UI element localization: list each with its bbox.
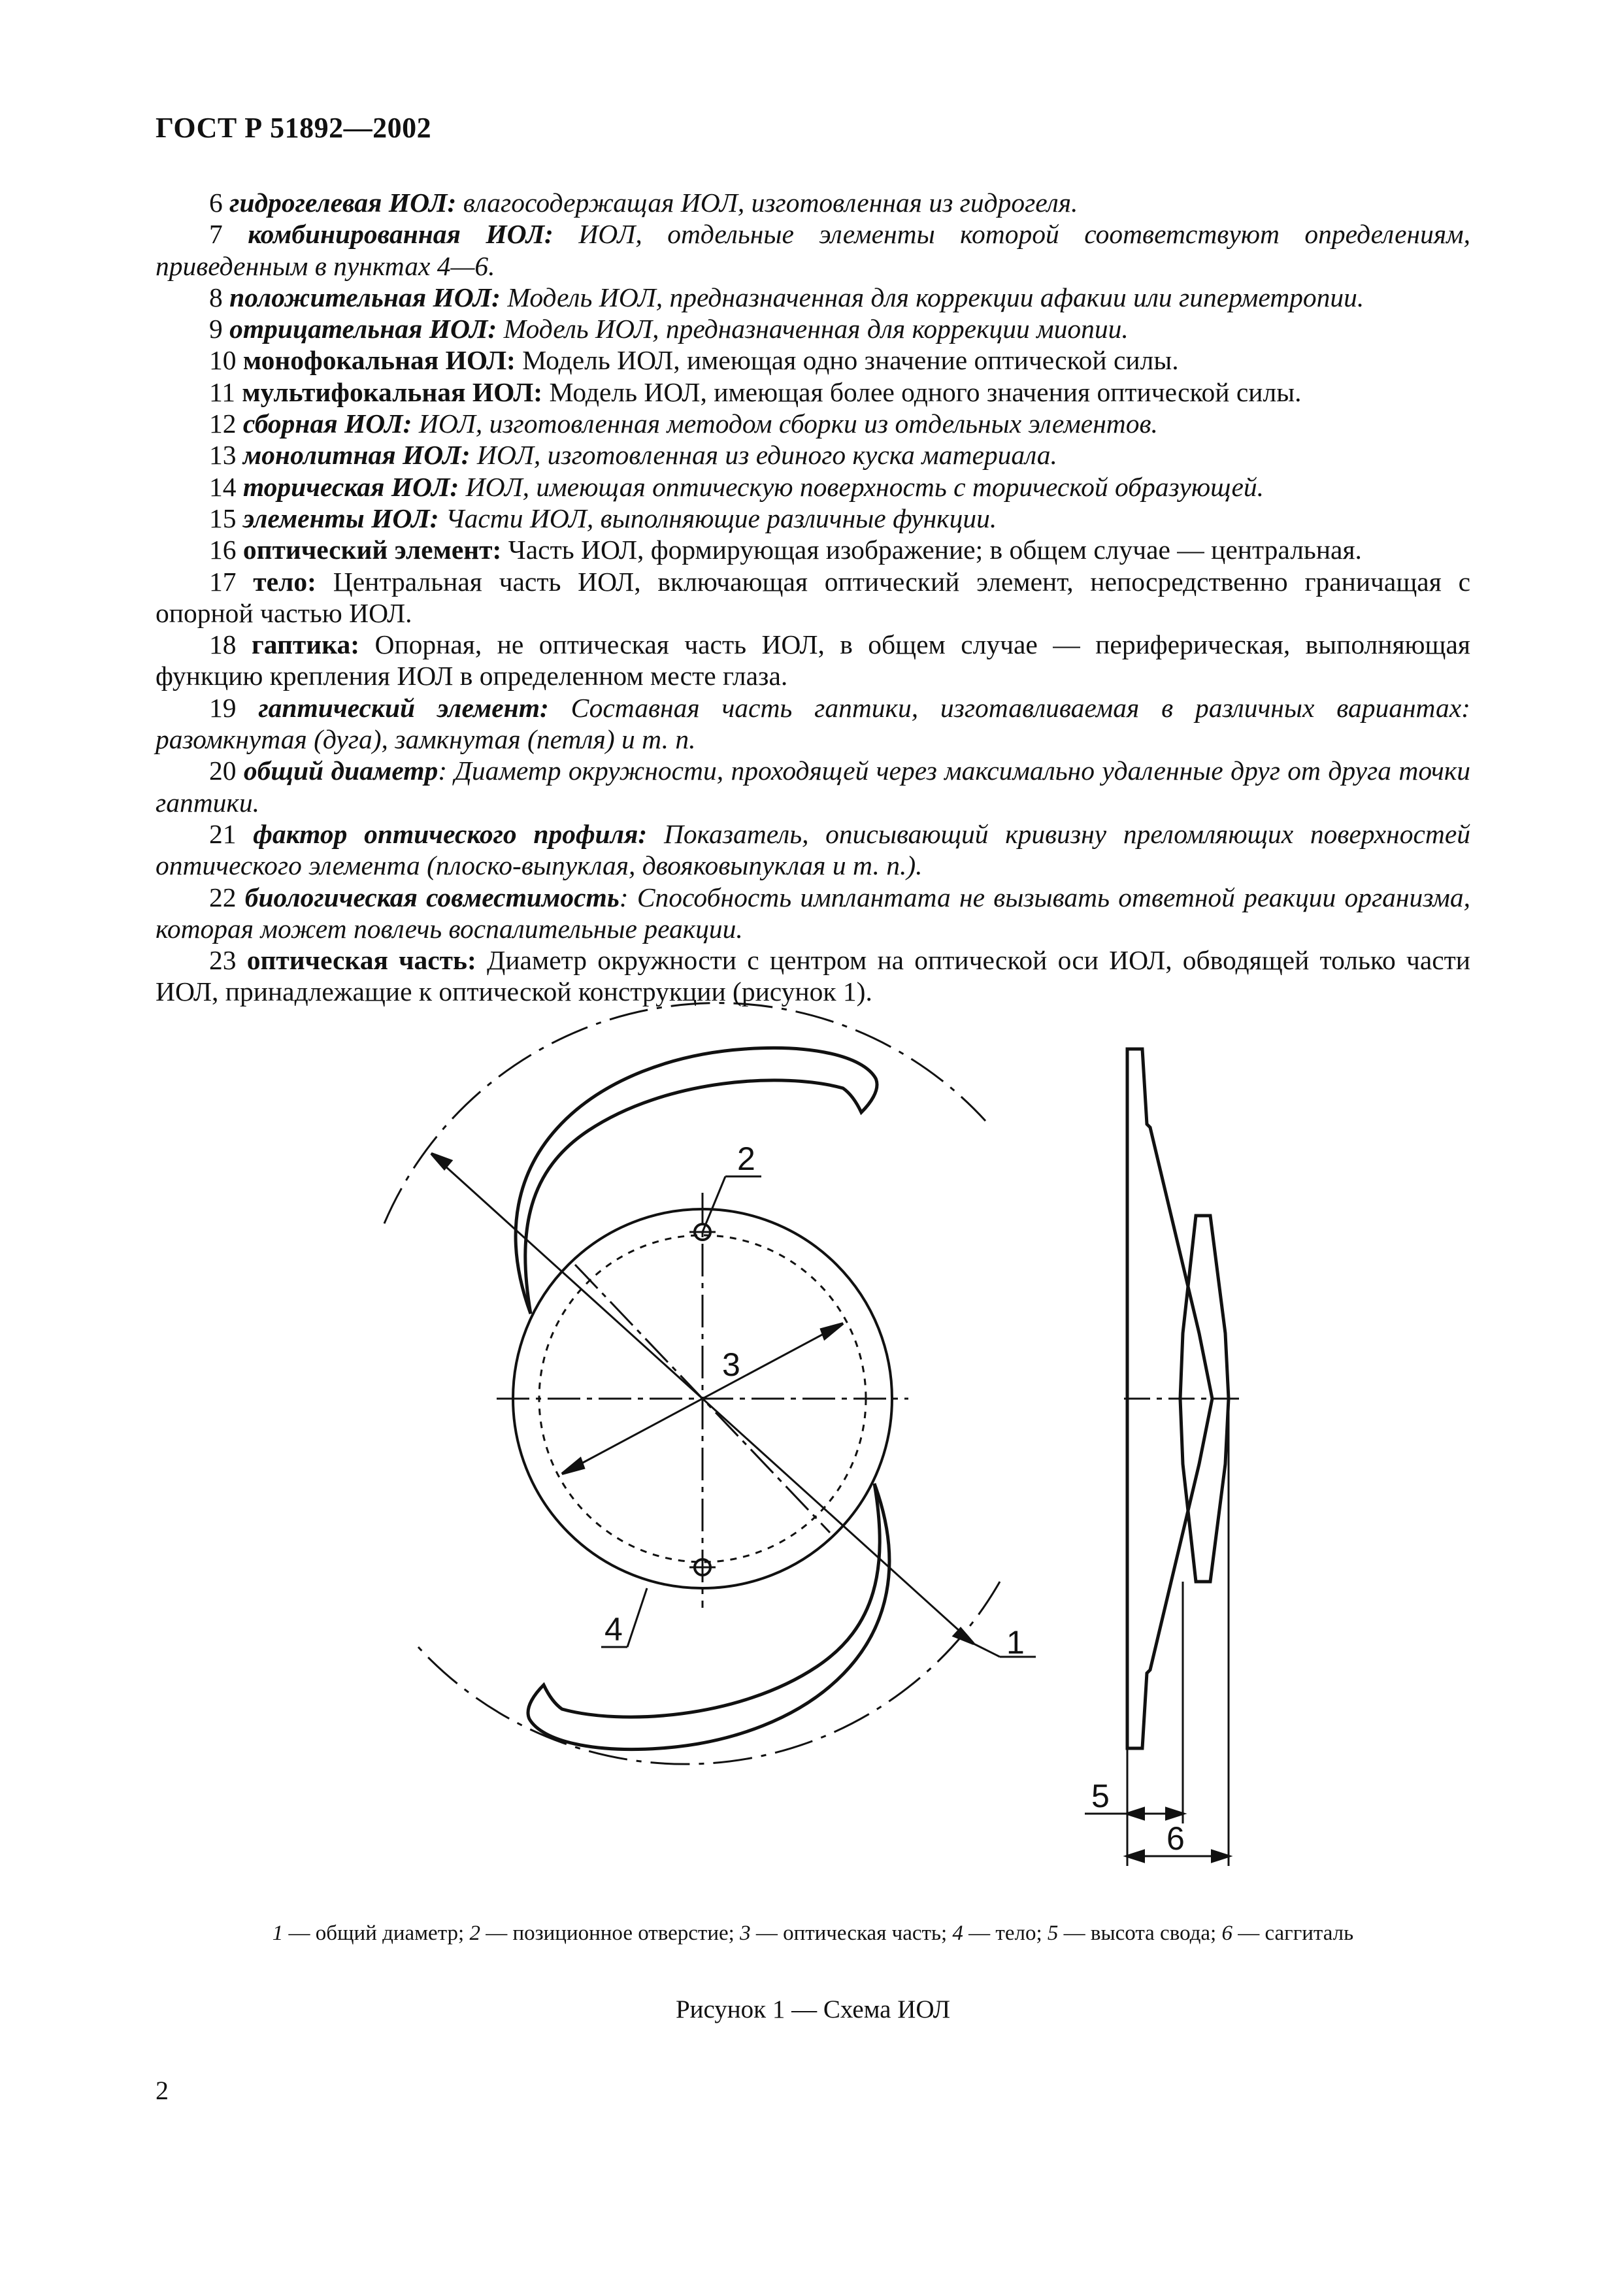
definition-term: тело: <box>253 566 316 597</box>
definition-item <box>156 282 1470 313</box>
definition-text: Опорная, не оптическая часть ИОЛ, в общем случае — периферическая, выполняющая функцию крепления ИОЛ в определенном месте глаза. <box>156 629 1470 691</box>
definition-number: 22 <box>209 882 237 912</box>
label-4: 4 <box>604 1611 623 1648</box>
side-profile-haptic <box>1127 1049 1212 1748</box>
definition-text: Модель ИОЛ, имеющая более одного значения оптической силы. <box>542 376 1302 407</box>
definition-number: 7 <box>209 219 223 250</box>
definition-text: Часть ИОЛ, формирующая изображение; в общем случае — центральная. <box>501 535 1362 565</box>
definition-text: влагосодержащая ИОЛ, изготовленная из гидрогеля. <box>456 188 1078 218</box>
definition-item <box>156 471 1470 503</box>
definition-number: 15 <box>209 503 237 533</box>
definition-number: 13 <box>209 440 237 471</box>
definition-number: 12 <box>209 408 237 439</box>
optic-diameter-line <box>562 1323 843 1474</box>
definition-number: 6 <box>209 188 223 218</box>
figure-legend <box>156 1922 1470 1946</box>
definition-text: ИОЛ, отдельные элементы которой соответствуют определениям, приведенным в пунктах 4—6. <box>156 219 1470 281</box>
side-profile-optic <box>1180 1216 1229 1582</box>
page-number: 2 <box>156 2076 169 2105</box>
label-1: 1 <box>1006 1624 1025 1661</box>
definition-text: Показатель, описывающий кривизну преломляющих поверхностей оптического элемента (плоско-выпуклая, двояковыпуклая и т. п.). <box>156 818 1470 881</box>
definition-term: биологическая совместимость <box>244 882 620 912</box>
definition-number: 21 <box>209 818 237 849</box>
definition-term: гаптика: <box>251 629 360 660</box>
definition-term: мультифокальная ИОЛ: <box>242 376 543 407</box>
definition-item <box>156 344 1470 376</box>
definition-text: ИОЛ, изготовленная из единого куска материала. <box>470 440 1057 471</box>
definition-text: Составная часть гаптики, изготавливаемая в различных вариантах: разомкнутая (дуга), замкнутая (петля) и т. п. <box>156 692 1470 755</box>
definition-text: Диаметр окружности с центром на оптической оси ИОЛ, обводящей только части ИОЛ, принадлежащие к оптической конструкции (рисунок 1). <box>156 945 1470 1007</box>
definition-text: ИОЛ, изготовленная методом сборки из отдельных элементов. <box>412 408 1158 439</box>
definition-item <box>156 534 1470 565</box>
definition-term: гидрогелевая ИОЛ: <box>229 188 457 218</box>
definition-number: 20 <box>209 756 237 786</box>
definition-item <box>156 566 1470 629</box>
legend-number: 5 <box>1047 1922 1059 1945</box>
definition-item <box>156 503 1470 534</box>
label-6: 6 <box>1166 1820 1185 1857</box>
definition-term: отрицательная ИОЛ: <box>229 314 497 344</box>
optic-body-outer <box>513 1209 892 1588</box>
definition-item <box>156 376 1470 408</box>
definition-term: положительная ИОЛ: <box>229 282 501 312</box>
definition-text: Модель ИОЛ, предназначенная для коррекции миопии. <box>497 314 1129 344</box>
overall-diameter-arc-top <box>384 1003 985 1223</box>
definition-number: 8 <box>209 282 223 312</box>
definition-number: 23 <box>209 945 237 976</box>
definition-number: 14 <box>209 471 237 502</box>
definition-term: элементы ИОЛ: <box>242 503 439 533</box>
position-hole-top <box>695 1224 710 1240</box>
definition-term: торическая ИОЛ: <box>242 471 459 502</box>
label-2: 2 <box>737 1140 755 1177</box>
definition-term: сборная ИОЛ: <box>242 408 412 439</box>
legend-text: — оптическая часть; <box>750 1922 953 1945</box>
legend-number: 4 <box>952 1922 963 1945</box>
label-5: 5 <box>1091 1778 1110 1814</box>
definition-item <box>156 882 1470 945</box>
legend-text: — позиционное отверстие; <box>480 1922 740 1945</box>
definition-item <box>156 187 1470 218</box>
legend-number: 1 <box>272 1922 284 1945</box>
definition-number: 9 <box>209 314 223 344</box>
legend-text: — высота свода; <box>1058 1922 1222 1945</box>
definition-text: Части ИОЛ, выполняющие различные функции. <box>438 503 997 533</box>
definition-item <box>156 218 1470 282</box>
definition-number: 11 <box>209 376 235 407</box>
definition-term: гаптический элемент: <box>258 692 549 723</box>
definition-item <box>156 818 1470 882</box>
legend-number: 6 <box>1221 1922 1232 1945</box>
definition-term: фактор оптического профиля: <box>253 818 648 849</box>
optic-part-circle <box>539 1235 866 1562</box>
overall-diameter-arc-bottom <box>418 1582 1000 1764</box>
definition-text: : Способность имплантата не вызывать ответной реакции организма, которая может повлечь воспалительные реакции. <box>156 882 1471 944</box>
definition-item <box>156 944 1470 1008</box>
definition-term: оптический элемент: <box>242 535 502 565</box>
figure-caption: Рисунок 1 — Схема ИОЛ <box>675 1995 951 2023</box>
definition-term: общий диаметр <box>243 756 438 786</box>
definitions-list <box>156 187 1470 1008</box>
position-hole-bottom <box>695 1559 710 1575</box>
legend-text: — саггиталь <box>1232 1922 1354 1945</box>
haptic-upper <box>516 1048 877 1314</box>
definition-term: оптическая часть: <box>246 945 476 976</box>
definition-number: 19 <box>209 692 237 723</box>
document-header: ГОСТ Р 51892—2002 <box>156 112 432 144</box>
label-3: 3 <box>722 1346 740 1383</box>
definition-term: монолитная ИОЛ: <box>242 440 471 471</box>
definition-item <box>156 755 1470 818</box>
definition-text: Модель ИОЛ, имеющая одно значение оптической силы. <box>515 345 1179 376</box>
legend-number: 3 <box>740 1922 751 1945</box>
legend-text: — общий диаметр; <box>283 1922 470 1945</box>
definition-item <box>156 439 1470 471</box>
legend-number: 2 <box>469 1922 480 1945</box>
definition-item <box>156 629 1470 692</box>
definition-item <box>156 692 1470 756</box>
definition-number: 18 <box>209 629 237 660</box>
definition-text: ИОЛ, имеющая оптическую поверхность с торической образующей. <box>459 471 1265 502</box>
legend-text: — тело; <box>963 1922 1048 1945</box>
definition-item <box>156 313 1470 344</box>
definition-number: 16 <box>209 535 237 565</box>
definition-text: : Диаметр окружности, проходящей через максимально удаленные друг от друга точки гаптики. <box>156 756 1471 818</box>
definition-text: Модель ИОЛ, предназначенная для коррекции афакии или гиперметропии. <box>500 282 1364 312</box>
definition-term: монофокальная ИОЛ: <box>242 345 516 376</box>
definition-number: 17 <box>209 566 237 597</box>
haptic-lower <box>528 1484 889 1750</box>
overall-diameter-line <box>431 1154 974 1644</box>
definition-item <box>156 408 1470 439</box>
definition-text: Центральная часть ИОЛ, включающая оптический элемент, непосредственно граничащая с опорной частью ИОЛ. <box>156 566 1471 628</box>
definition-term: комбинированная ИОЛ: <box>248 219 554 250</box>
definition-number: 10 <box>209 345 237 376</box>
